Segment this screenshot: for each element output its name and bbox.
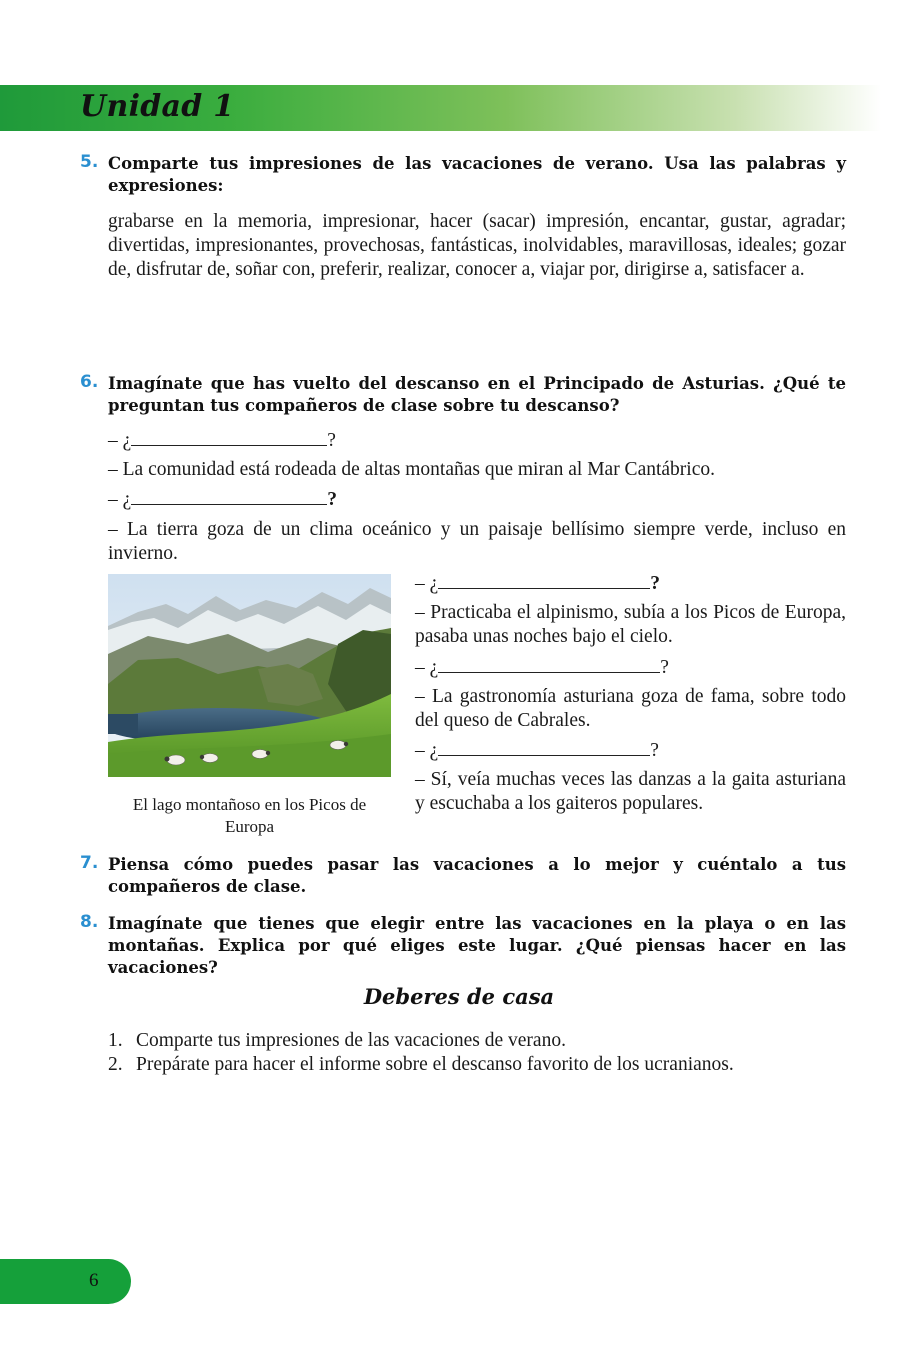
question-close: ?	[660, 657, 669, 678]
question-open: – ¿	[108, 489, 132, 510]
lake-mountain-photo	[108, 574, 391, 777]
exercise-7-number: 7.	[80, 853, 99, 873]
answer-blank[interactable]	[438, 739, 650, 756]
exercise-8-instruction: Imagínate que tienes que elegir entre las vacaciones en la playa o en las montañas. Explica por qué eliges este lugar. ¿Qué piensas hacer en las vacaciones?	[108, 914, 846, 977]
answer-blank[interactable]	[438, 656, 660, 673]
question-blank-2	[108, 488, 337, 512]
question-open: – ¿	[415, 573, 439, 594]
question-open: – ¿	[415, 740, 439, 761]
page-number: 6	[89, 1270, 99, 1291]
homework-item-number: 1.	[108, 1030, 123, 1051]
answer-3: – Practicaba el alpinismo, subía a los Picos de Europa, pasaba unas noches bajo el cielo.	[415, 602, 846, 647]
exercise-6-number: 6.	[80, 372, 99, 392]
exercise-5-word-list: grabarse en la memoria, impresionar, hacer (sacar) impresión, encantar, gustar, agradar; divertidas, impresionantes, provechosas, fantásticas, inolvidables, maravillosas, ideales; gozar de, disfrutar de, soñar con, preferir, realizar, conocer a, viajar por, dirigirse a, satisfacer a.	[108, 211, 846, 280]
homework-item	[108, 1029, 848, 1053]
question-close: ?	[650, 740, 659, 761]
question-open: – ¿	[108, 430, 132, 451]
unit-title: Unidad 1	[80, 89, 235, 124]
exercise-5-number: 5.	[80, 152, 99, 172]
homework-title: Deberes de casa	[363, 984, 555, 1009]
answer-blank[interactable]	[438, 572, 650, 589]
answer-blank[interactable]	[131, 488, 327, 505]
answer-5: – Sí, veía muchas veces las danzas a la gaita asturiana y escuchaba a los gaiteros populares.	[415, 769, 846, 814]
question-blank-4	[415, 656, 669, 680]
exercise-6-instruction: Imagínate que has vuelto del descanso en el Principado de Asturias. ¿Qué te preguntan tus compañeros de clase sobre tu descanso?	[108, 374, 846, 415]
exercise-7-instruction: Piensa cómo puedes pasar las vacaciones a lo mejor y cuéntalo a tus compañeros de clase.	[108, 855, 846, 896]
answer-2: – La tierra goza de un clima oceánico y un paisaje bellísimo siempre verde, incluso en invierno.	[108, 519, 846, 564]
answer-1: – La comunidad está rodeada de altas montañas que miran al Mar Cantábrico.	[108, 459, 715, 480]
answer-4: – La gastronomía asturiana goza de fama, sobre todo del queso de Cabrales.	[415, 686, 846, 731]
homework-item	[108, 1053, 848, 1077]
homework-item-number: 2.	[108, 1054, 123, 1075]
question-close: ?	[327, 430, 336, 451]
homework-item-text: Comparte tus impresiones de las vacaciones de verano.	[136, 1030, 566, 1051]
answer-blank[interactable]	[131, 429, 327, 446]
page-number-tab	[0, 1259, 131, 1304]
homework-item-text: Prepárate para hacer el informe sobre el descanso favorito de los ucranianos.	[136, 1054, 734, 1075]
exercise-8-number: 8.	[80, 912, 99, 932]
question-close: ?	[650, 573, 661, 594]
question-blank-3	[415, 572, 660, 596]
question-blank-5	[415, 739, 659, 763]
question-open: – ¿	[415, 657, 439, 678]
exercise-5-instruction: Comparte tus impresiones de las vacaciones de verano. Usa las palabras y expresiones:	[108, 154, 846, 195]
question-blank-1	[108, 429, 336, 453]
photo-caption: El lago montañoso en los Picos de Europa	[132, 795, 367, 836]
question-close: ?	[327, 489, 338, 510]
